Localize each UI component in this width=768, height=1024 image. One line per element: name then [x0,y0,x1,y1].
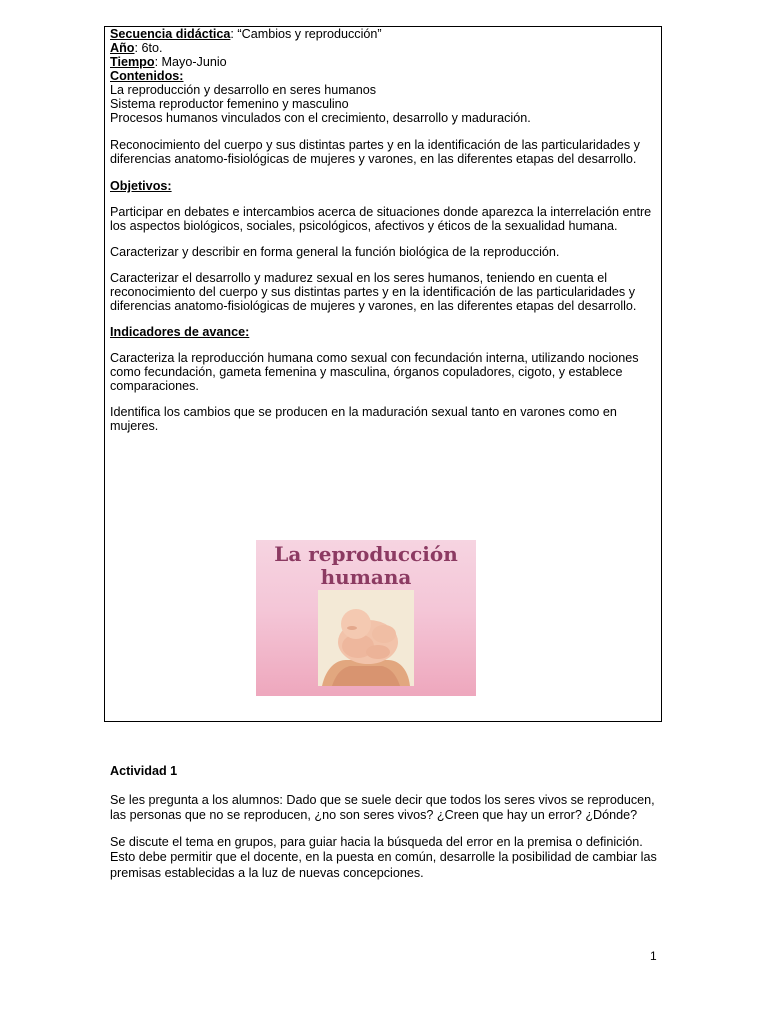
image-title [256,543,476,589]
objetivos-heading-text: Objetivos: [110,179,172,193]
image-title-line-1: La reproducción [274,542,458,566]
secuencia-value: : “Cambios y reproducción” [230,27,382,41]
sequence-box-content [110,27,658,433]
reconocimiento-paragraph: Reconocimiento del cuerpo y sus distintas partes y en la identificación de las particularidades y diferencias anatomo-fisiológicas de mujeres y varones, en las diferentes etapas del desarrollo. [110,138,640,166]
baby-in-hands-photo [318,590,414,686]
tiempo-value: : Mayo-Junio [154,55,227,69]
indicador-paragraph: Caracteriza la reproducción humana como sexual con fecundación interna, utilizando nociones como fecundación, gameta femenina y masculina, órganos copuladores, cigoto, y establece comparaciones. [110,351,639,393]
secuencia-line [110,27,658,41]
contenidos-label: Contenidos: [110,69,184,83]
anio-line [110,41,658,55]
contenido-item: Sistema reproductor femenino y masculino [110,97,349,111]
actividad-heading: Actividad 1 [110,764,178,778]
actividad-paragraph: Se discute el tema en grupos, para guiar hacia la búsqueda del error en la premisa o definición. Esto debe permitir que el docente, en la puesta en común, desarrolle la posibilidad de cambiar las premisas establecidas a la luz de nuevas concepciones. [110,834,657,880]
indicadores-heading-text: Indicadores de avance: [110,325,250,339]
indicador-paragraph: Identifica los cambios que se producen en la maduración sexual tanto en varones como en mujeres. [110,405,617,433]
objetivo-paragraph: Caracterizar y describir en forma general la función biológica de la reproducción. [110,245,560,259]
anio-value: : 6to. [134,41,163,55]
tiempo-line [110,55,658,69]
reproduccion-humana-image [256,540,476,696]
actividad-paragraph: Se les pregunta a los alumnos: Dado que se suele decir que todos los seres vivos se reproducen, las personas que no se reproducen, ¿no son seres vivos? ¿Creen que hay un error? ¿Dónde? [110,792,655,822]
indicadores-heading [110,325,658,339]
actividad-section [110,764,660,881]
page-number: 1 [650,949,657,963]
contenido-item: Procesos humanos vinculados con el crecimiento, desarrollo y maduración. [110,111,531,125]
objetivo-paragraph: Participar en debates e intercambios acerca de situaciones donde aparezca la interrelación entre los aspectos biológicos, sociales, psicológicos, afectivos y éticos de la sexualidad humana. [110,205,652,233]
baby-in-hands-illustration [318,590,414,686]
contenido-item: La reproducción y desarrollo en seres humanos [110,83,377,97]
objetivo-paragraph: Caracterizar el desarrollo y madurez sexual en los seres humanos, teniendo en cuenta el reconocimiento del cuerpo y sus distintas partes y en la identificación de las particularidades y diferencias anatomo-fisiológicas de mujeres y varones, en las diferentes etapas del desarrollo. [110,271,637,313]
tiempo-label: Tiempo [110,55,155,69]
objetivos-heading [110,179,658,193]
contenidos-line [110,69,658,83]
anio-label: Año [110,41,135,55]
secuencia-label: Secuencia didáctica [110,27,231,41]
image-title-line-2: humana [320,565,412,589]
